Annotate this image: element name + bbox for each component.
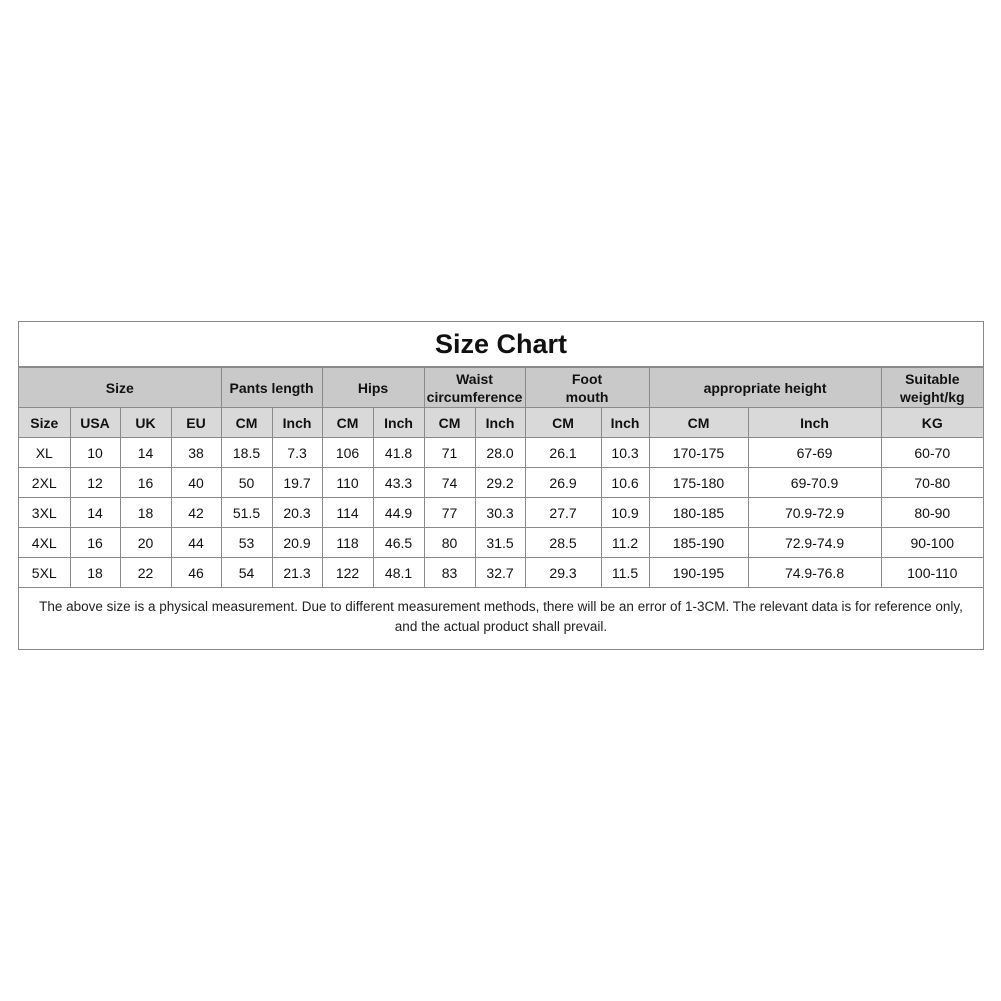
- table-cell: 110: [322, 468, 373, 498]
- table-cell: 100-110: [881, 558, 983, 588]
- measurement-note: [19, 588, 983, 637]
- column-header-6: CM: [322, 408, 373, 438]
- table-cell: 41.8: [373, 438, 424, 468]
- group-header-row: [19, 368, 983, 408]
- column-header-row: [19, 408, 983, 438]
- table-cell: 40: [171, 468, 221, 498]
- table-cell: 28.0: [475, 438, 525, 468]
- table-cell: 30.3: [475, 498, 525, 528]
- table-cell: 180-185: [649, 498, 748, 528]
- note-line-2: and the actual product shall prevail.: [394, 619, 608, 634]
- table-cell: 77: [424, 498, 475, 528]
- table-cell: 80-90: [881, 498, 983, 528]
- table-cell: 10.9: [601, 498, 649, 528]
- table-cell: 74: [424, 468, 475, 498]
- table-cell: 80: [424, 528, 475, 558]
- table-row: [19, 558, 983, 588]
- column-header-3: EU: [171, 408, 221, 438]
- table-cell: 44: [171, 528, 221, 558]
- table-cell: 72.9-74.9: [748, 528, 881, 558]
- table-cell: 21.3: [272, 558, 322, 588]
- column-header-12: CM: [649, 408, 748, 438]
- table-cell: 38: [171, 438, 221, 468]
- table-cell: 51.5: [221, 498, 272, 528]
- column-header-0: Size: [19, 408, 70, 438]
- table-cell: 18: [70, 558, 120, 588]
- table-cell: 4XL: [19, 528, 70, 558]
- table-cell: 69-70.9: [748, 468, 881, 498]
- table-cell: 114: [322, 498, 373, 528]
- note-line-1: The above size is a physical measurement. Due to different measurement methods, there will be an error of 1-3CM. The relevant data is for reference only,: [39, 599, 963, 614]
- group-header-5: appropriate height: [649, 368, 881, 408]
- table-cell: 71: [424, 438, 475, 468]
- column-header-5: Inch: [272, 408, 322, 438]
- table-cell: 54: [221, 558, 272, 588]
- table-cell: 12: [70, 468, 120, 498]
- group-header-0: Size: [19, 368, 221, 408]
- table-row: [19, 498, 983, 528]
- table-cell: 50: [221, 468, 272, 498]
- table-cell: 14: [120, 438, 171, 468]
- table-cell: 170-175: [649, 438, 748, 468]
- table-cell: 16: [70, 528, 120, 558]
- table-cell: 46: [171, 558, 221, 588]
- table-cell: 16: [120, 468, 171, 498]
- group-header-3: Waist circumference: [424, 368, 525, 408]
- table-cell: 90-100: [881, 528, 983, 558]
- table-cell: 44.9: [373, 498, 424, 528]
- column-header-11: Inch: [601, 408, 649, 438]
- table-cell: 31.5: [475, 528, 525, 558]
- table-cell: 70-80: [881, 468, 983, 498]
- table-cell: 10: [70, 438, 120, 468]
- table-cell: 2XL: [19, 468, 70, 498]
- table-cell: 20.3: [272, 498, 322, 528]
- table-cell: 67-69: [748, 438, 881, 468]
- table-cell: 190-195: [649, 558, 748, 588]
- table-cell: 26.1: [525, 438, 601, 468]
- column-header-7: Inch: [373, 408, 424, 438]
- table-cell: 26.9: [525, 468, 601, 498]
- table-cell: 83: [424, 558, 475, 588]
- table-cell: 185-190: [649, 528, 748, 558]
- table-cell: 60-70: [881, 438, 983, 468]
- group-header-6: Suitable weight/kg: [881, 368, 983, 408]
- table-cell: 29.2: [475, 468, 525, 498]
- column-header-14: KG: [881, 408, 983, 438]
- column-header-4: CM: [221, 408, 272, 438]
- column-header-13: Inch: [748, 408, 881, 438]
- column-header-10: CM: [525, 408, 601, 438]
- table-cell: 20: [120, 528, 171, 558]
- table-row: [19, 438, 983, 468]
- table-cell: XL: [19, 438, 70, 468]
- group-header-1: Pants length: [221, 368, 322, 408]
- table-row: [19, 468, 983, 498]
- group-header-4: Foot mouth: [525, 368, 649, 408]
- table-cell: 70.9-72.9: [748, 498, 881, 528]
- table-cell: 18.5: [221, 438, 272, 468]
- table-cell: 14: [70, 498, 120, 528]
- table-cell: 11.2: [601, 528, 649, 558]
- table-cell: 42: [171, 498, 221, 528]
- group-header-2: Hips: [322, 368, 424, 408]
- chart-title: Size Chart: [19, 322, 983, 367]
- table-cell: 46.5: [373, 528, 424, 558]
- table-cell: 7.3: [272, 438, 322, 468]
- table-cell: 27.7: [525, 498, 601, 528]
- column-header-1: USA: [70, 408, 120, 438]
- column-header-9: Inch: [475, 408, 525, 438]
- table-cell: 29.3: [525, 558, 601, 588]
- table-cell: 175-180: [649, 468, 748, 498]
- column-header-8: CM: [424, 408, 475, 438]
- table-cell: 43.3: [373, 468, 424, 498]
- size-table: [19, 367, 983, 588]
- table-cell: 20.9: [272, 528, 322, 558]
- table-cell: 3XL: [19, 498, 70, 528]
- table-cell: 118: [322, 528, 373, 558]
- table-cell: 19.7: [272, 468, 322, 498]
- table-cell: 10.3: [601, 438, 649, 468]
- table-cell: 32.7: [475, 558, 525, 588]
- table-cell: 18: [120, 498, 171, 528]
- table-cell: 106: [322, 438, 373, 468]
- table-cell: 53: [221, 528, 272, 558]
- column-header-2: UK: [120, 408, 171, 438]
- table-row: [19, 528, 983, 558]
- table-cell: 28.5: [525, 528, 601, 558]
- table-cell: 11.5: [601, 558, 649, 588]
- table-cell: 10.6: [601, 468, 649, 498]
- table-cell: 122: [322, 558, 373, 588]
- size-chart: [18, 321, 984, 650]
- table-cell: 5XL: [19, 558, 70, 588]
- table-cell: 22: [120, 558, 171, 588]
- table-cell: 74.9-76.8: [748, 558, 881, 588]
- table-cell: 48.1: [373, 558, 424, 588]
